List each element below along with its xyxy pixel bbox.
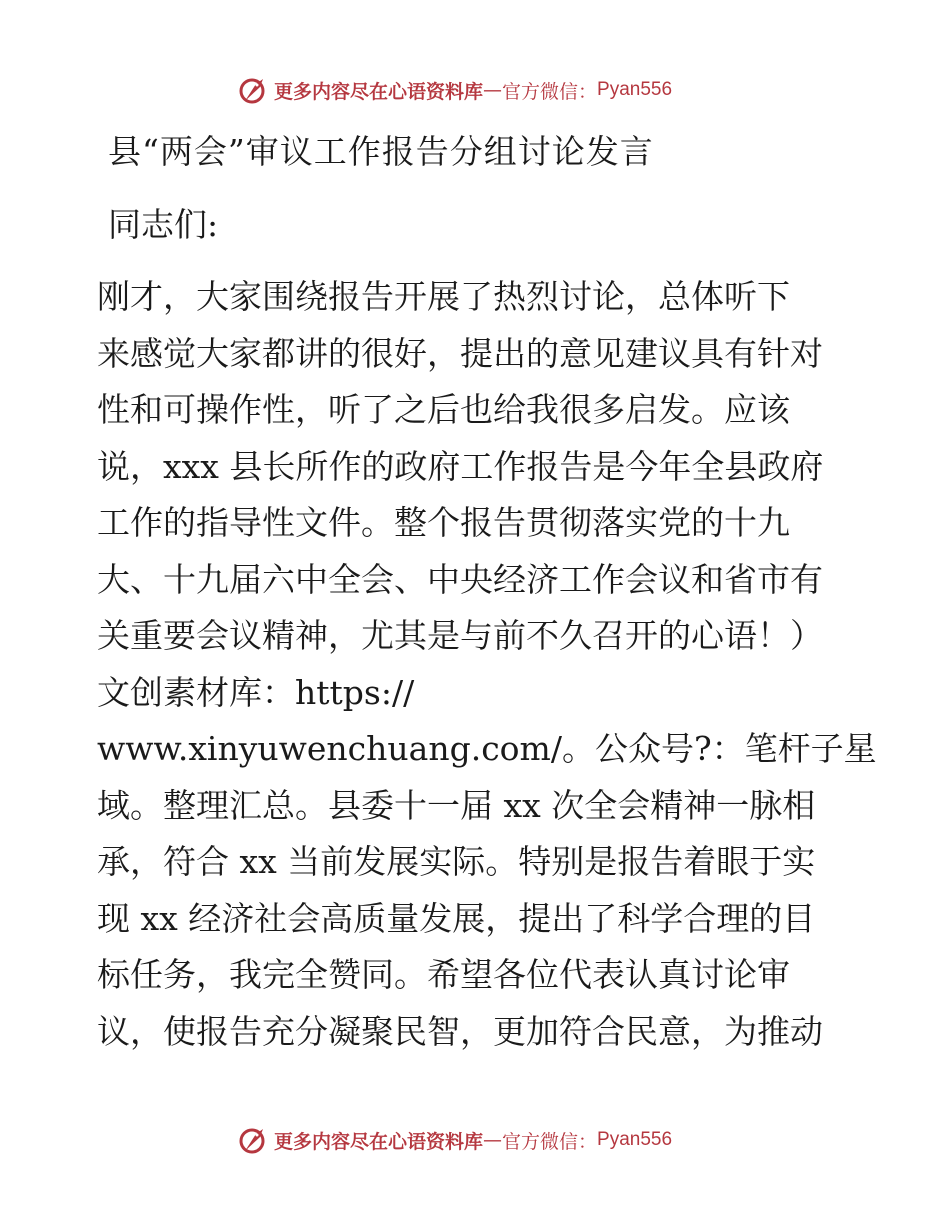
watermark-separator: — (483, 79, 503, 101)
body-line: 议，使报告充分凝聚民智，更加符合民意，为推动 (97, 1011, 823, 1051)
watermark-separator: — (483, 1129, 503, 1151)
body-line: 刚才，大家围绕报告开展了热烈讨论，总体听下 (97, 277, 790, 316)
watermark-wechat-label: 官方微信： (502, 80, 598, 103)
watermark-wechat-label: 官方微信： (502, 1130, 598, 1153)
watermark-brand-text: 更多内容尽在心语资料库 (274, 80, 484, 103)
body-line: 大、十九届六中全会、中央经济工作会议和省市有 (97, 559, 823, 599)
body-line: 标任务，我完全赞同。希望各位代表认真讨论审 (97, 955, 790, 994)
body-line: 说，xxx 县长所作的政府工作报告是今年全县政府 (97, 446, 824, 486)
watermark-brand-text: 更多内容尽在心语资料库 (274, 1130, 484, 1153)
watermark-banner-top (236, 72, 672, 108)
body-line: 工作的指导性文件。整个报告贯彻落实党的十九 (97, 503, 790, 542)
watermark-wechat-account: Pyan556 (597, 79, 673, 100)
body-line: www.xinyuwenchuang.com/。公众号?：笔杆子星 (97, 729, 877, 768)
watermark-wechat-account: Pyan556 (597, 1129, 673, 1150)
body-line: 承，符合 xx 当前发展实际。特别是报告着眼于实 (97, 842, 816, 881)
pen-nib-circle-logo-icon (236, 1124, 268, 1156)
body-line: 域。整理汇总。县委十一届 xx 次全会精神一脉相 (97, 785, 816, 825)
document-salutation: 同志们: (108, 205, 219, 244)
document-title: 县“两会”审议工作报告分组讨论发言 (108, 132, 654, 171)
body-line: 关重要会议精神，尤其是与前不久召开的心语！） (97, 616, 823, 655)
document-body (97, 269, 877, 1060)
watermark-banner-bottom (236, 1122, 672, 1158)
body-line: 文创素材库：https:// (97, 672, 415, 712)
body-line: 来感觉大家都讲的很好，提出的意见建议具有针对 (97, 333, 823, 373)
pen-nib-circle-logo-icon (236, 74, 268, 106)
body-line: 性和可操作性，听了之后也给我很多启发。应该 (97, 390, 790, 429)
body-line: 现 xx 经济社会高质量发展，提出了科学合理的目 (97, 898, 816, 938)
